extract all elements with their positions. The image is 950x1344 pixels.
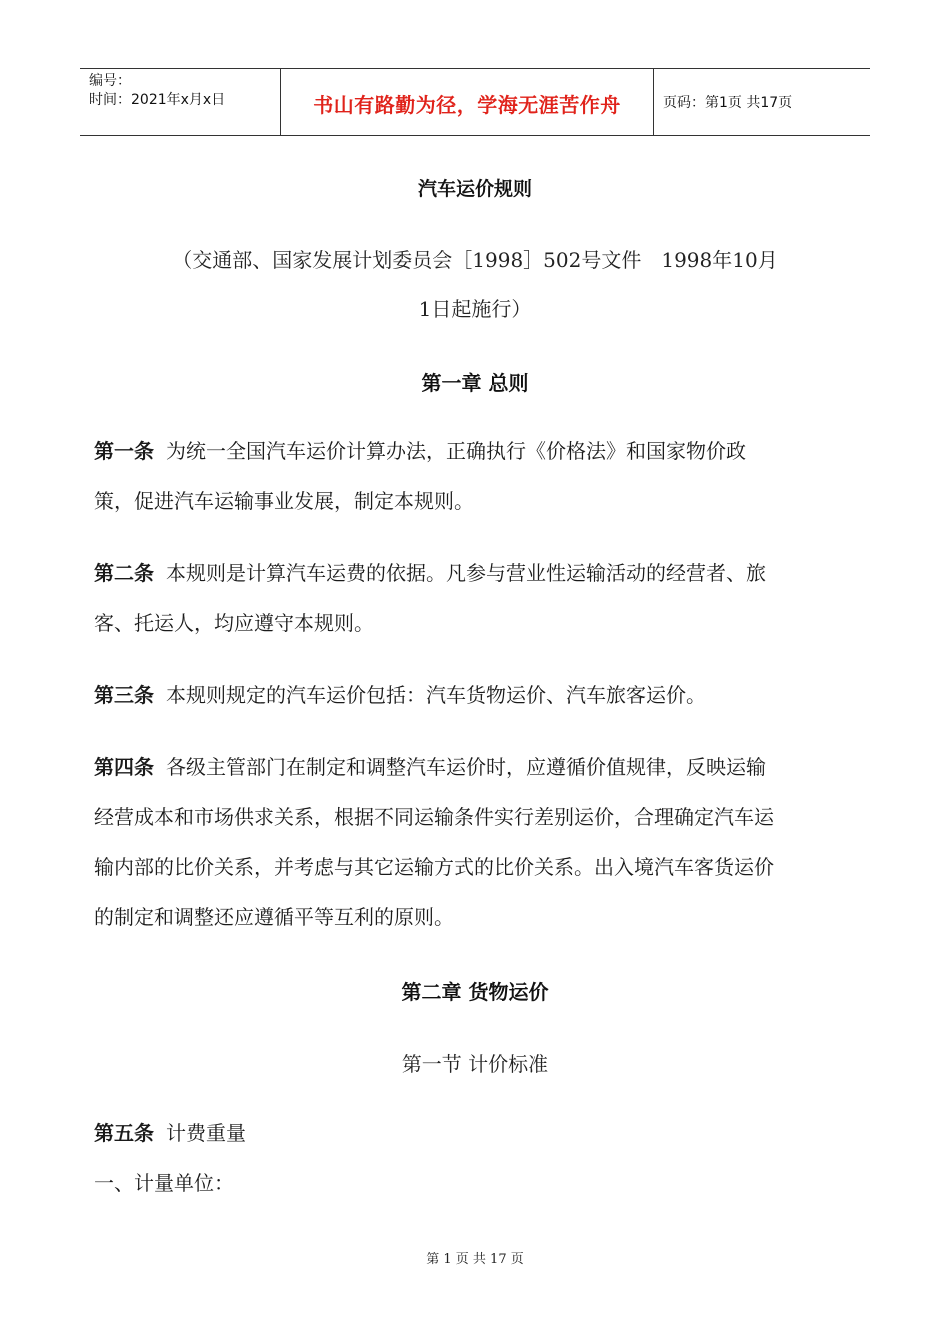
- document-title: 汽车运价规则: [417, 178, 532, 200]
- article-label: 第一条: [94, 439, 154, 463]
- header-page-cell: [654, 69, 870, 135]
- article-text: 客、托运人，均应遵守本规则。: [94, 611, 374, 635]
- article-text: 为统一全国汽车运价计算办法，正确执行《价格法》和国家物价政: [166, 439, 746, 463]
- page-footer: 第 1 页 共 17 页: [426, 1252, 524, 1267]
- item-1: [94, 1158, 864, 1208]
- article-label: 第三条: [94, 683, 154, 707]
- article-text: 计费重量: [166, 1121, 246, 1145]
- article-label: 第五条: [94, 1121, 154, 1145]
- article-text: 本规则规定的汽车运价包括：汽车货物运价、汽车旅客运价。: [166, 683, 706, 707]
- article-5: [94, 1108, 864, 1158]
- article-2: [94, 548, 864, 648]
- header-motto-cell: [281, 69, 654, 135]
- chapter-2-heading: 第二章 货物运价: [401, 980, 549, 1004]
- header-table: [80, 68, 870, 136]
- article-label: 第四条: [94, 755, 154, 779]
- article-text: 的制定和调整还应遵循平等互利的原则。: [94, 905, 454, 929]
- chapter-1-heading: 第一章 总则: [421, 371, 529, 395]
- article-text: 策，促进汽车运输事业发展，制定本规则。: [94, 489, 474, 513]
- article-label: 第二条: [94, 561, 154, 585]
- source-line-1: （交通部、国家发展计划委员会［1998］502号文件 1998年10月: [172, 248, 778, 272]
- number-label: 编号：: [89, 73, 131, 89]
- motto-text: 书山有路勤为径，学海无涯苦作舟: [313, 93, 621, 117]
- article-text: 各级主管部门在制定和调整汽车运价时，应遵循价值规律，反映运输: [166, 755, 766, 779]
- page-info: 页码：第1页 共17页: [663, 95, 793, 111]
- article-3: [94, 670, 864, 720]
- article-1: [94, 426, 864, 526]
- article-text: 本规则是计算汽车运费的依据。凡参与营业性运输活动的经营者、旅: [166, 561, 766, 585]
- header-meta-cell: [80, 69, 281, 135]
- time-label: 时间：2021年x月x日: [89, 92, 226, 108]
- article-text: 经营成本和市场供求关系，根据不同运输条件实行差别运价，合理确定汽车运: [94, 805, 774, 829]
- article-4: [94, 742, 864, 942]
- section-1-heading: 第一节 计价标准: [401, 1052, 549, 1076]
- article-text: 输内部的比价关系，并考虑与其它运输方式的比价关系。出入境汽车客货运价: [94, 855, 774, 879]
- item-text: 一、计量单位：: [94, 1171, 234, 1195]
- source-line-2: 1日起施行）: [418, 297, 532, 321]
